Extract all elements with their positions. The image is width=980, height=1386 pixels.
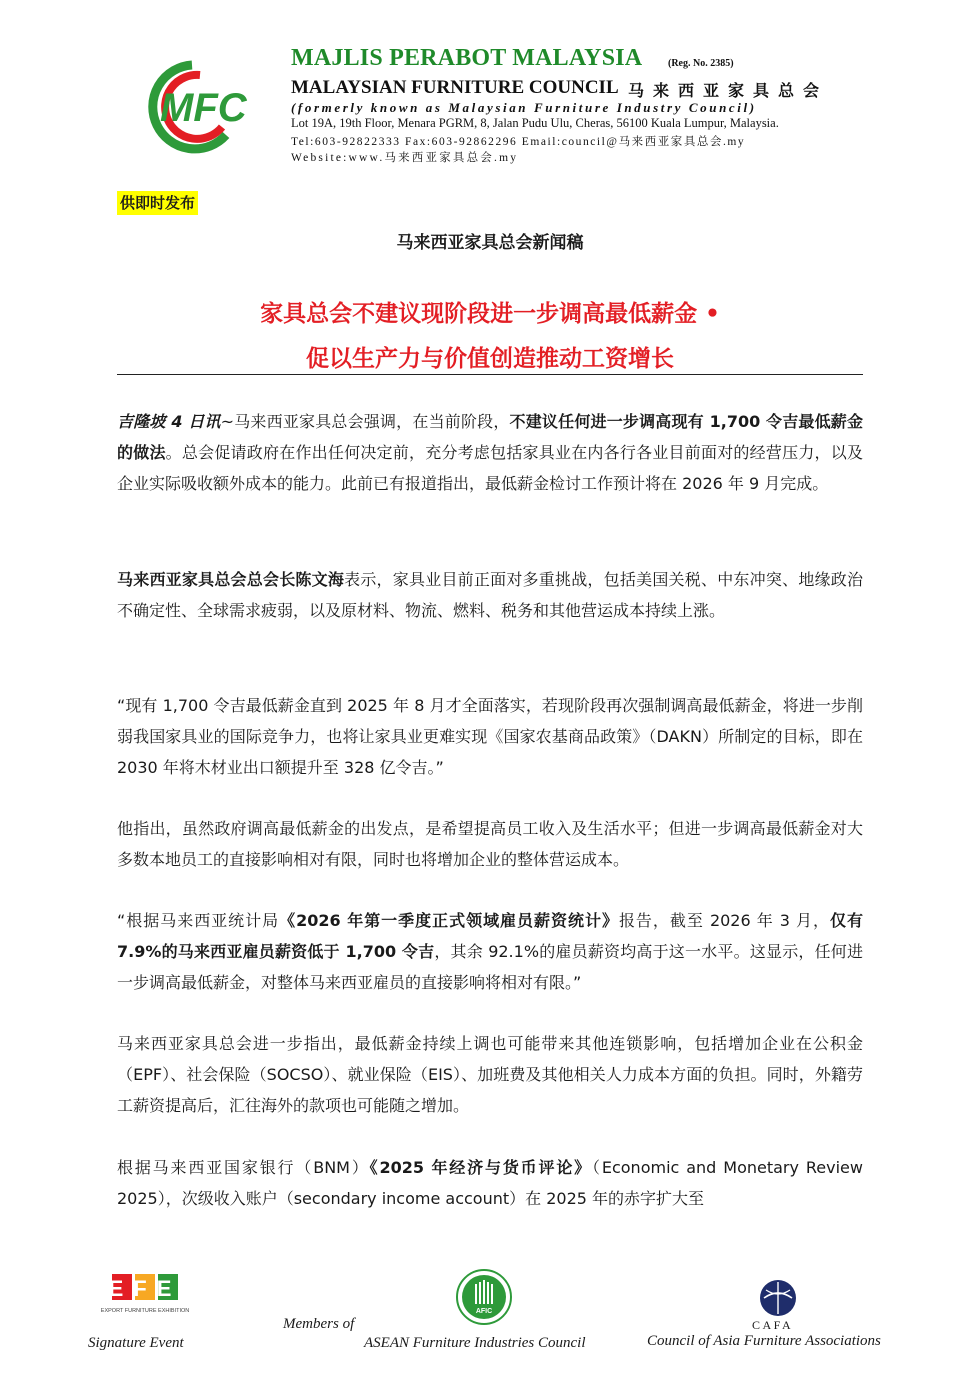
efe-caption: EXPORT FURNITURE EXHIBITION [100,1308,190,1314]
paragraph-3: “现有 1,700 令吉最低薪金直到 2025 年 8 月才全面落实，若现阶段再次强制调高最低薪金，将进一步削弱我国家具业的国际竞争力，也将让家具业更难实现《国家农基商品政策》（DAKN）所制定的目标，即在 2030 年将木材业出口额提升至 328 亿令吉。” [117,696,863,777]
p5-pre: “根据马来西亚统计局 [117,911,280,930]
reg-number: (Reg. No. 2385) [668,58,734,69]
p7-rest: （Economic and Monetary Review 2025），次级收入账户（secondary income account）在 2025 年的赤字扩大至 [117,1158,863,1208]
org-contact: Tel:603-92822333 Fax:603-92862296 Email:council@马来西亚家具总会.my [291,136,746,148]
afic-logo [455,1268,513,1326]
headline-line-1: 家具总会不建议现阶段进一步调高最低薪金 • [260,301,720,327]
cafa-wordmark: CAFA [752,1318,794,1332]
p5-mid: 报告，截至 2026 年 3 月， [618,911,830,930]
p1-bold: 不建议任何进一步调高现有 1,700 令吉最低薪金的做法 [117,412,863,462]
afic-name: ASEAN Furniture Industries Council [364,1335,586,1351]
paragraph-2 [117,564,863,626]
efe-logo-text: EFE [108,1276,182,1301]
p7-pre: 根据马来西亚国家银行（BNM） [117,1158,370,1177]
org-name: MAJLIS PERABOT MALAYSIA [291,45,643,71]
formerly-known-as: (formerly known as Malaysian Furniture Industry Council) [291,100,757,115]
cafa-name: Council of Asia Furniture Associations [647,1333,881,1349]
afic-logo-text: AFIC [475,1308,493,1315]
efe-logo [100,1272,190,1328]
signature-event: Signature Event [88,1335,184,1351]
org-address: Lot 19A, 19th Floor, Menara PGRM, 8, Jalan Pudu Ulu, Cheras, 56100 Kuala Lumpur, Malaysia. [291,116,779,130]
paragraph-4: 他指出，虽然政府调高最低薪金的出发点，是希望提高员工收入及生活水平；但进一步调高最低薪金对大多数本地员工的直接影响相对有限，同时也将增加企业的整体营运成本。 [117,819,863,869]
mfc-logo [140,57,272,153]
headline-line-2: 促以生产力与价值创造推动工资增长 [306,346,674,372]
paragraph-7 [117,1152,863,1214]
p5-bold-2: 仅有 7.9%的马来西亚雇员薪资低于 1,700 令吉 [117,911,863,961]
members-of: Members of [283,1316,355,1332]
paragraph-5 [117,905,863,998]
p5-bold-1: 《2026 年第一季度正式领域雇员薪资统计》 [279,911,619,930]
paragraph-6: 马来西亚家具总会进一步指出，最低薪金持续上调也可能带来其他连锁影响，包括增加企业在公积金（EPF）、社会保险（SOCSO）、就业保险（EIS）、加班费及其他相关人力成本方面的负担。同时，外籍劳工薪资提高后，汇往海外的款项也可能随之增加。 [117,1034,863,1115]
mfc-logo-text: MFC [160,86,247,130]
org-website: Website:www.马来西亚家具总会.my [291,152,519,164]
dateline: 吉隆坡 4 日讯 [117,412,221,431]
org-name-en: MALAYSIAN FURNITURE COUNCIL [291,77,619,98]
p1-rest: 。总会促请政府在作出任何决定前，充分考虑包括家具业在内各行各业目前面对的经营压力，以及企业实际吸收额外成本的能力。此前已有报道指出，最低薪金检讨工作预计将在 2026 年 9 月完成。 [117,443,863,493]
release-tag: 供即时发布 [117,191,198,215]
p2-rest: 表示，家具业目前正面对多重挑战，包括美国关税、中东冲突、地缘政治不确定性、全球需求疲弱，以及原材料、物流、燃料、税务和其他营运成本持续上涨。 [117,570,863,620]
p7-bold: 《2025 年经济与货币评论》 [369,1158,593,1177]
org-name-cn: 马来西亚家具总会 [628,81,829,100]
cafa-logo [758,1278,798,1318]
p1-lead: ~马来西亚家具总会强调，在当前阶段， [220,412,510,431]
press-title: 马来西亚家具总会新闻稿 [396,233,584,253]
divider [117,374,863,375]
p5-rest: ，其余 92.1%的雇员薪资均高于这一水平。这显示，任何进一步调高最低薪金，对整体马来西亚雇员的直接影响将相对有限。” [117,942,863,992]
p2-bold: 马来西亚家具总会总会长陈文海 [117,570,345,589]
paragraph-1 [117,406,863,499]
